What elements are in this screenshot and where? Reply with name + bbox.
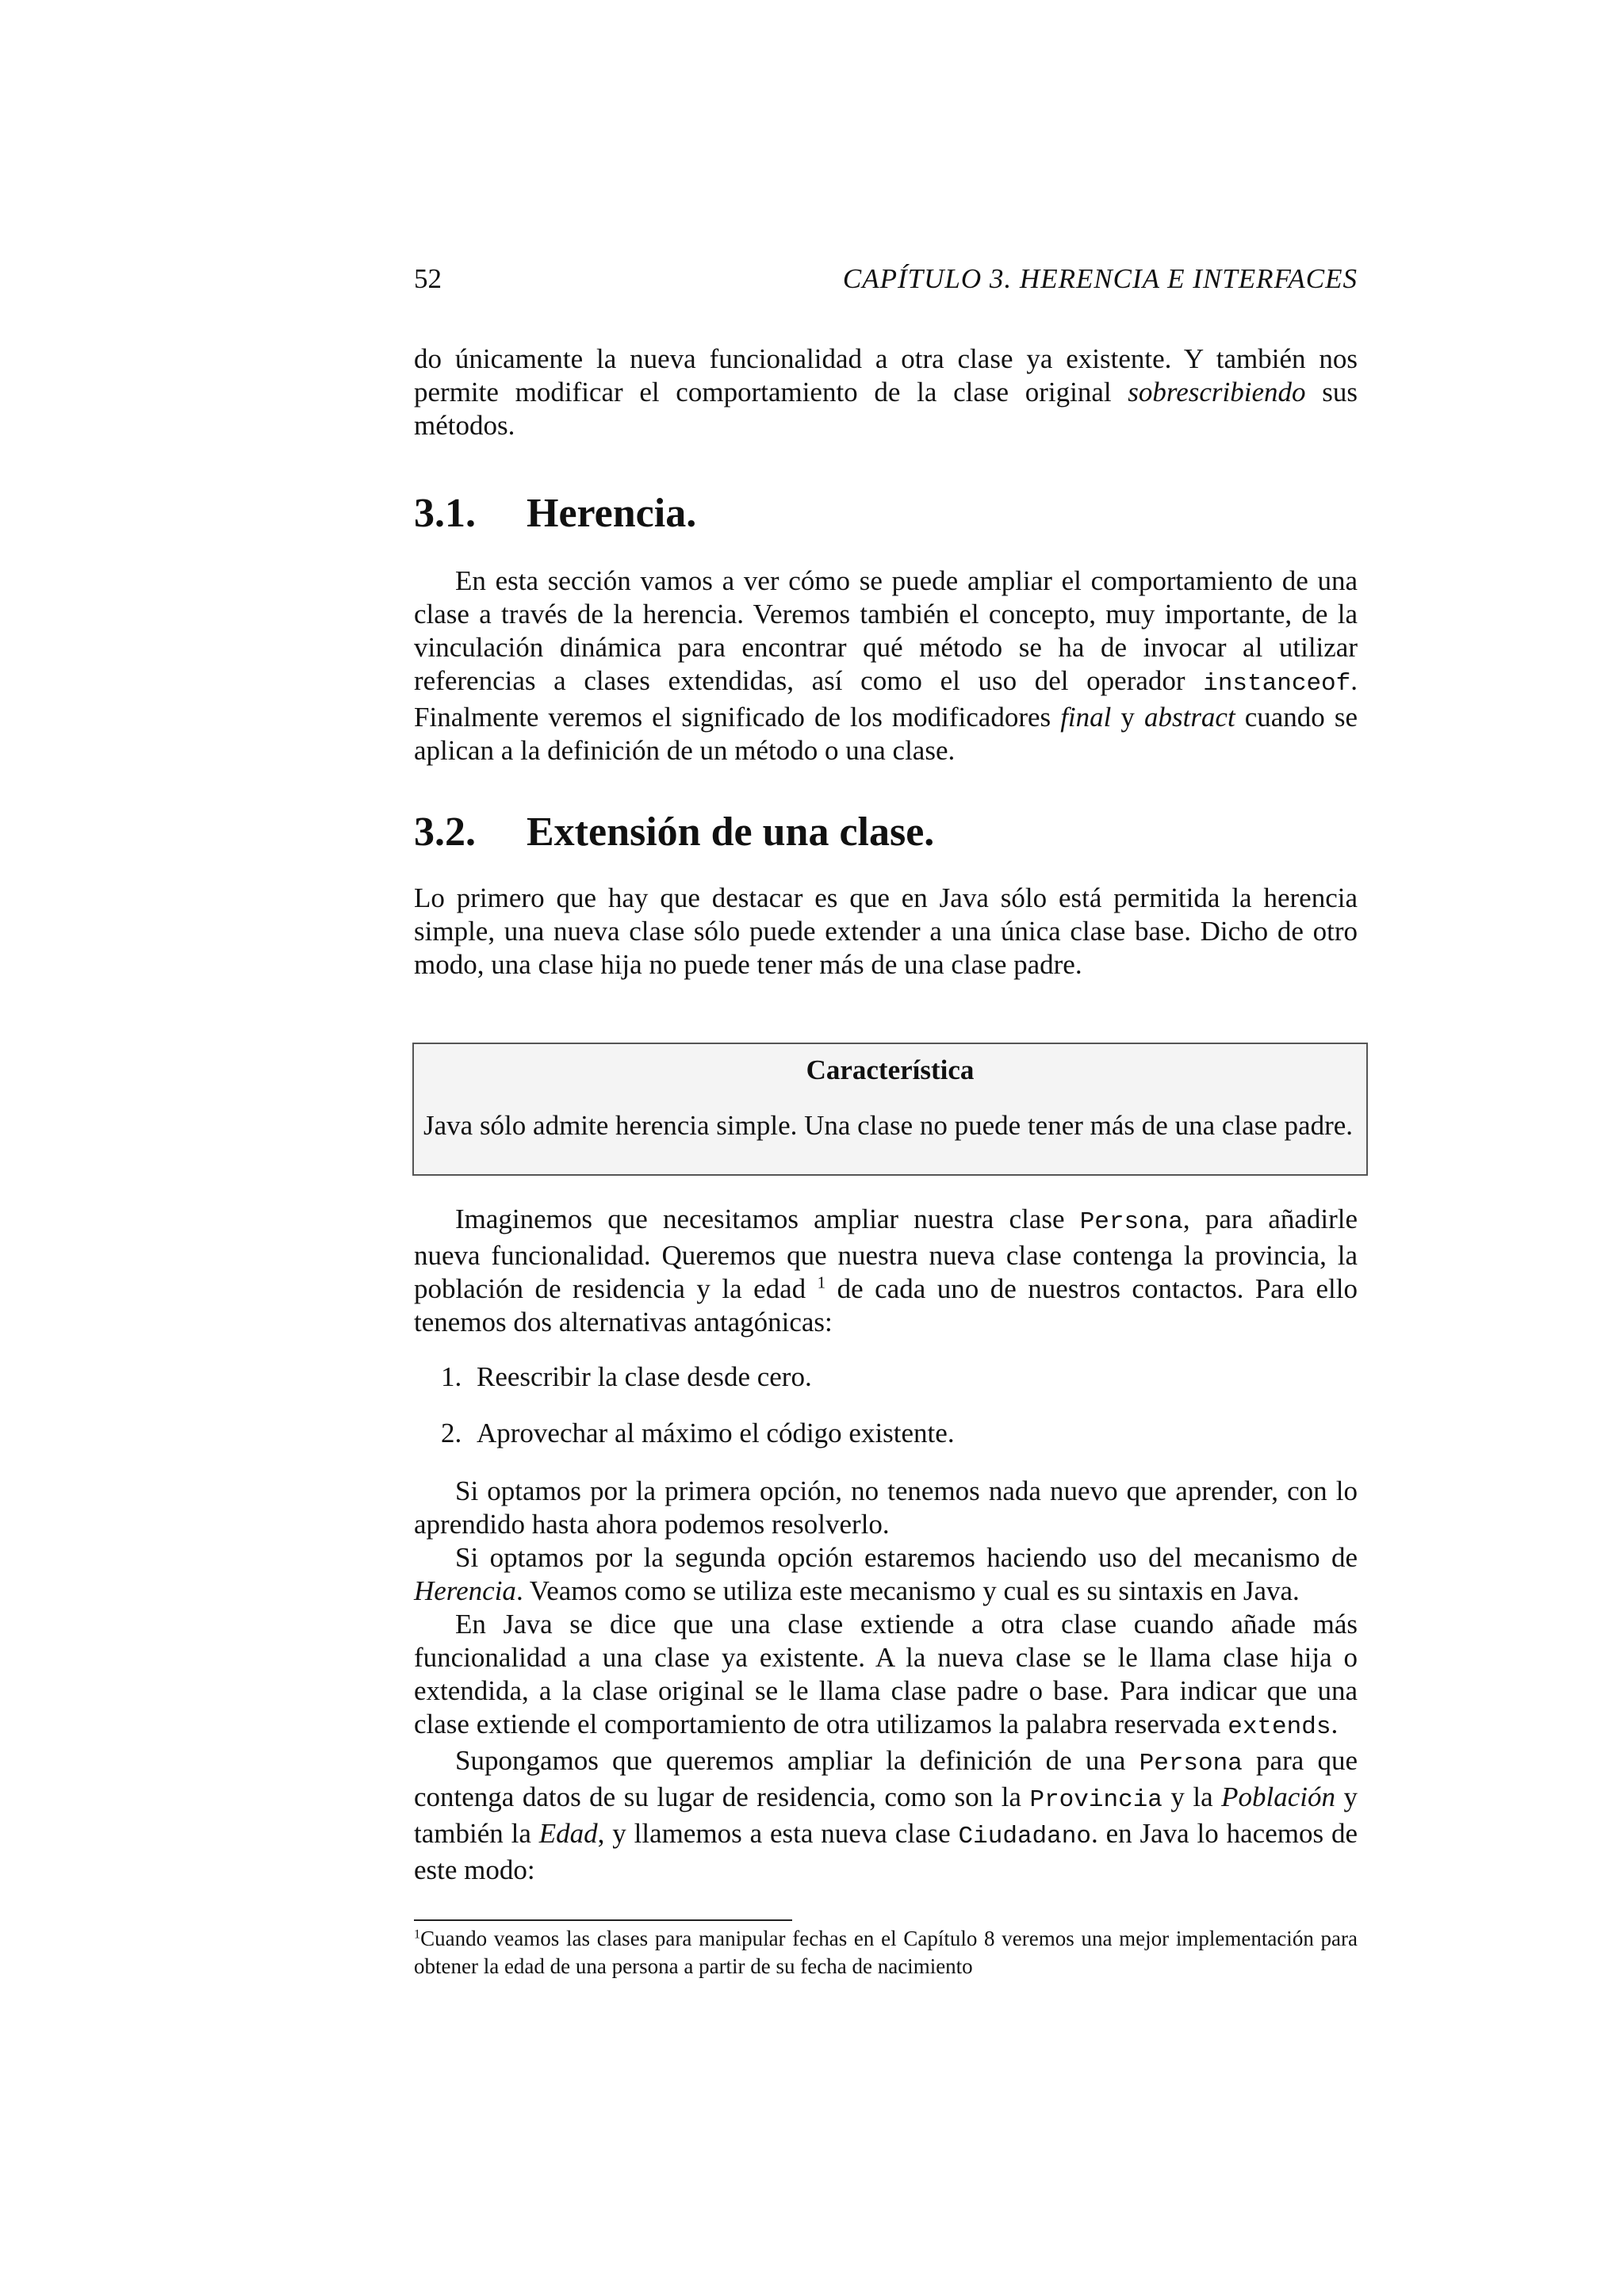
paragraph-stack	[414, 1475, 1358, 1887]
callout-title: Característica	[806, 1054, 975, 1085]
list-item: 1. Reescribir la clase desde cero.	[441, 1361, 812, 1392]
callout-body: Java sólo admite herencia simple. Una clase no puede tener más de una clase padre.	[423, 1110, 1354, 1141]
section-3-2-paragraph: Lo primero que hay que destacar es que en Java sólo está permitida la herencia simple, una nueva clase sólo puede extender a una única clase base. Dicho de otro modo, una clase hija no puede tener más de una clase padre.	[414, 882, 1358, 980]
section-heading-3-2	[414, 809, 934, 856]
paragraph-option2: Si optamos por la segunda opción estaremos haciendo uso del mecanismo de Herencia. Veamos como se utiliza este mecanismo y cual es su sintaxis en Java.	[414, 1542, 1358, 1606]
paragraph-imaginemos: Imaginemos que necesitamos ampliar nuestra clase Persona, para añadirle nueva funcionalidad. Queremos que nuestra nueva clase contenga la provincia, la población de residencia y la edad $^1$ de cada uno de nuestros contactos. Para ello tenemos dos alternativas antagónicas:	[414, 1203, 1358, 1337]
section-number: 3.1.	[414, 491, 476, 536]
page-number: 52	[414, 263, 442, 294]
chapter-title: CAPÍTULO 3. HERENCIA E INTERFACES	[842, 263, 1358, 294]
section-title: Herencia.	[527, 491, 697, 536]
paragraph-supongamos: Supongamos que queremos ampliar la definición de una Persona para que contenga datos de su lugar de residencia, como son la Provincia y la Población y también la Edad, y llamemos a esta nueva clase Ciudadano. en Java lo hacemos de este modo:	[414, 1745, 1358, 1885]
footnote-ref: 1	[817, 1272, 826, 1292]
list-item: 2. Aprovechar al máximo el código existente.	[441, 1418, 955, 1448]
section-heading-3-1	[414, 490, 696, 538]
footnote-mark: 1	[414, 1927, 421, 1942]
options-list	[414, 1360, 1358, 1394]
paragraph-extends: En Java se dice que una clase extiende a otra clase cuando añade más funcionalidad a una clase ya existente. A la nueva clase se le llama clase hija o extendida, a la clase original se le llama clase padre o base. Para indicar que una clase extiende el comportamiento de otra utilizamos la palabra reservada extends.	[414, 1609, 1358, 1741]
intro-paragraph: do únicamente la nueva funcionalidad a otra clase ya existente. Y también nos permite modificar el comportamiento de la clase original sobrescribiendo sus métodos.	[414, 343, 1358, 441]
feature-callout-box	[412, 1043, 1368, 1176]
code-extends: extends	[1228, 1713, 1331, 1741]
emphasis: sobrescribiendo	[1128, 377, 1306, 408]
code-instanceof: instanceof	[1203, 670, 1351, 698]
section-3-1-paragraph: En esta sección vamos a ver cómo se puede ampliar el comportamiento de una clase a través de la herencia. Veremos también el concepto, muy importante, de la vinculación dinámica para encontrar qué método se ha de invocar al utilizar referencias a clases extendidas, así como el uso del operador instanceof. Finalmente veremos el significado de los modificadores final y abstract cuando se aplican a la definición de un método o una clase.	[414, 565, 1358, 766]
running-header	[414, 262, 1358, 297]
section-number: 3.2.	[414, 809, 476, 855]
paragraph-option1: Si optamos por la primera opción, no tenemos nada nuevo que aprender, con lo aprendido hasta ahora podemos resolverlo.	[414, 1475, 1358, 1540]
section-title: Extensión de una clase.	[527, 809, 935, 855]
code-persona: Persona	[1079, 1208, 1183, 1236]
footnote: $^1$Cuando veamos las clases para manipular fechas en el Capítulo 8 veremos una mejor implementación para obtener la edad de una persona a partir de su fecha de nacimiento	[414, 1927, 1358, 1978]
options-list	[414, 1417, 1358, 1450]
footnote-divider	[414, 1919, 792, 1921]
